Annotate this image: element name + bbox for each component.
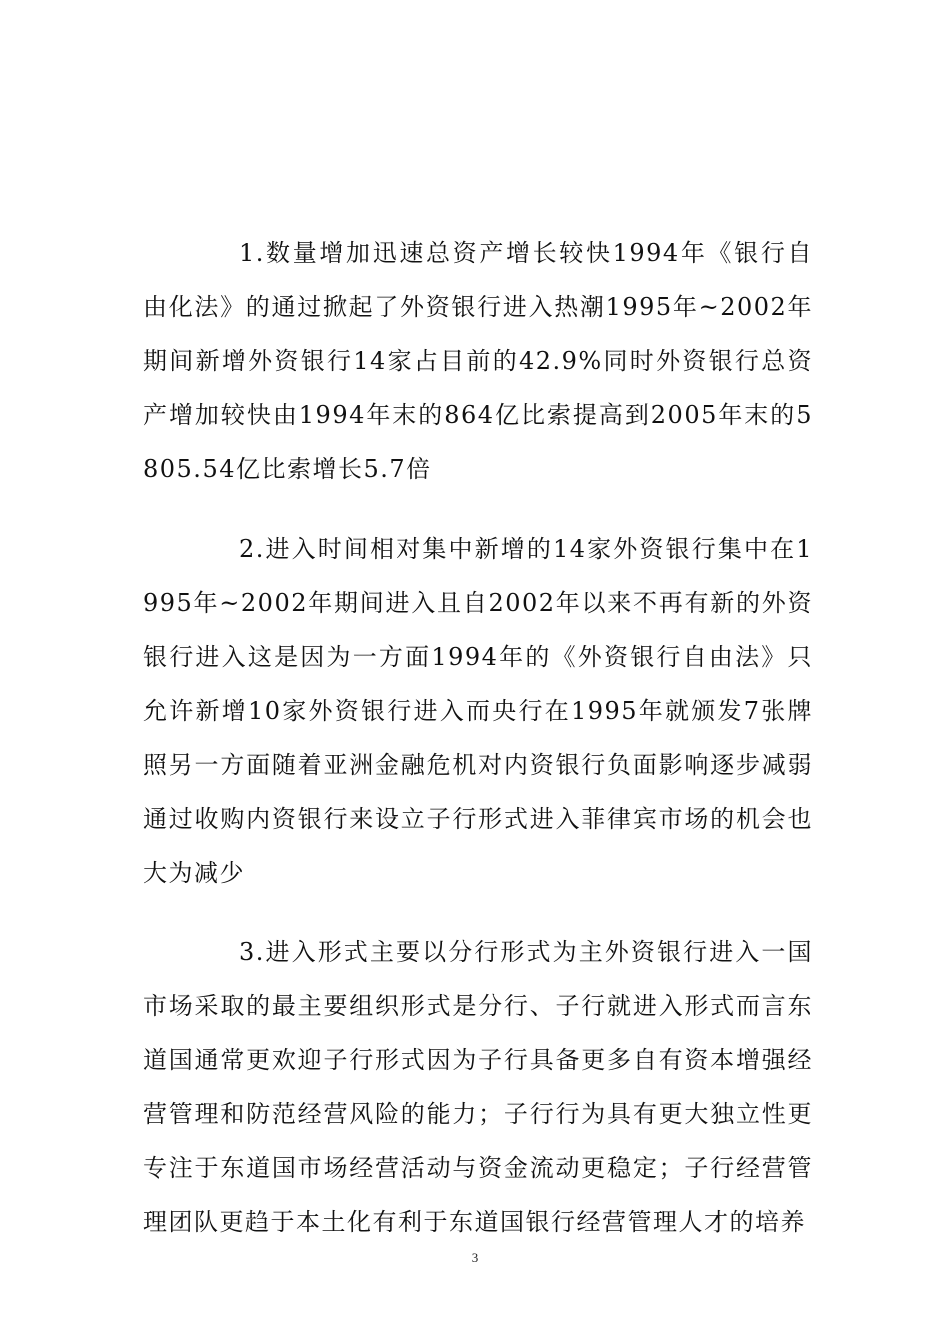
paragraph-1: 1.数量增加迅速总资产增长较快1994年《银行自由化法》的通过掀起了外资银行进入热潮1995年~2002年期间新增外资银行14家占目前的42.9%同时外资银行总资产增加较快由1994年末的864亿比索提高到2005年末的5805.54亿比索增长5.7倍: [143, 239, 813, 483]
paragraph-2: 2.进入时间相对集中新增的14家外资银行集中在1995年~2002年期间进入且自2002年以来不再有新的外资银行进入这是因为一方面1994年的《外资银行自由法》只允许新增10家外资银行进入而央行在1995年就颁发7张牌照另一方面随着亚洲金融危机对内资银行负面影响逐步减弱通过收购内资银行来设立子行形式进入菲律宾市场的机会也大为减少: [143, 535, 813, 887]
page-number: 3: [471, 1250, 479, 1265]
paragraph-3: 3.进入形式主要以分行形式为主外资银行进入一国市场采取的最主要组织形式是分行、子行就进入形式而言东道国通常更欢迎子行形式因为子行具备更多自有资本增强经营管理和防范经营风险的能力；子行行为具有更大独立性更专注于东道国市场经营活动与资金流动更稳定；子行经营管理团队更趋于本土化有利于东道国银行经营管理人才的培养: [143, 938, 813, 1236]
